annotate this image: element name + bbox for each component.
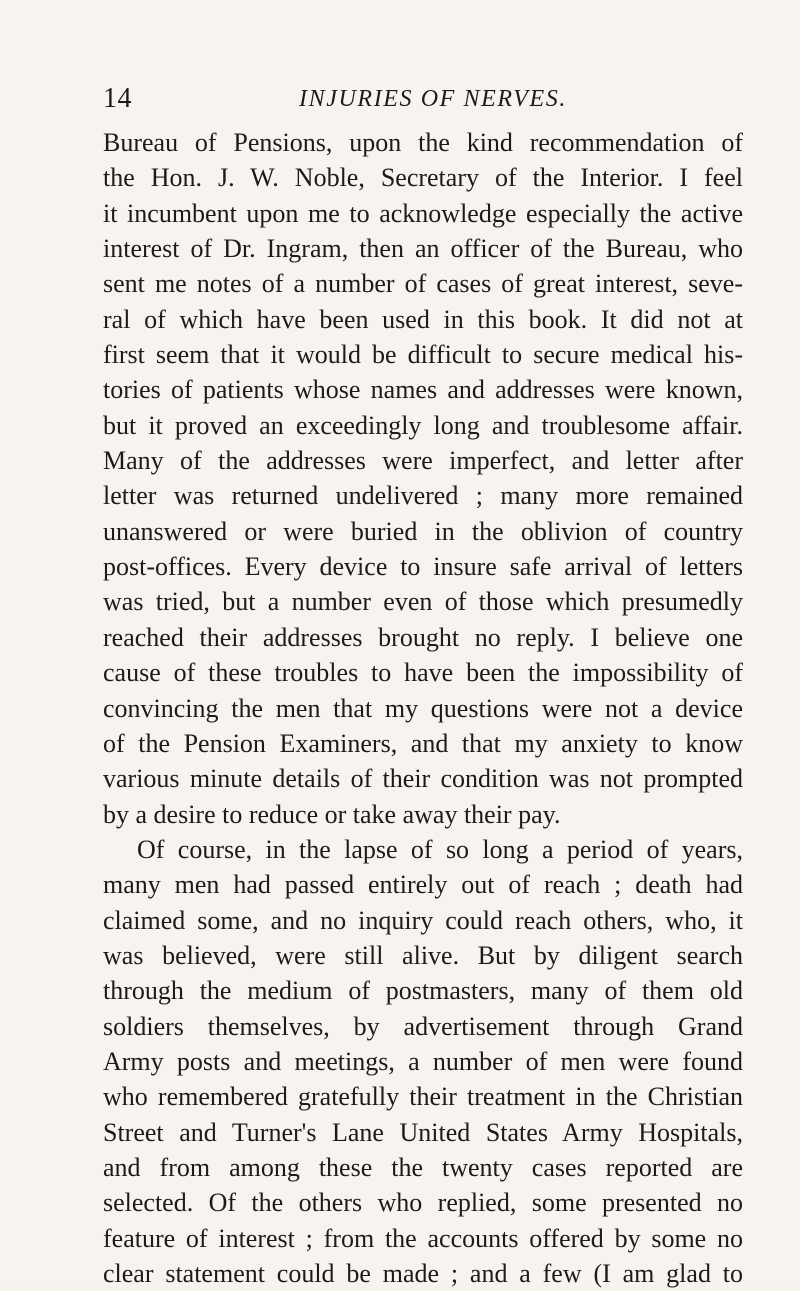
text-line: sent me notes of a number of cases of great interest, seve- <box>103 269 743 299</box>
text-line: various minute details of their condition was not prompted <box>103 764 743 794</box>
text-line: tories of patients whose names and addresses were known, <box>103 375 743 405</box>
text-line: who remembered gratefully their treatment in the Christian <box>103 1082 743 1112</box>
text-line: claimed some, and no inquiry could reach others, who, it <box>103 905 743 935</box>
text-line: reached their addresses brought no reply. I believe one <box>103 622 743 652</box>
page-number: 14 <box>103 83 132 114</box>
text-line: convincing the men that my questions were not a device <box>103 693 743 723</box>
text-line: clear statement could be made ; and a few (I am glad to <box>103 1259 743 1288</box>
text-line: cause of these troubles to have been the impossibility of <box>103 658 743 688</box>
text-line: interest of Dr. Ingram, then an officer of the Bureau, who <box>103 234 743 264</box>
text-line: but it proved an exceedingly long and troublesome affair. <box>103 410 743 440</box>
text-line: was believed, were still alive. But by diligent search <box>103 940 743 970</box>
text-line: Bureau of Pensions, upon the kind recommendation of <box>103 128 743 157</box>
body-text <box>103 125 743 1291</box>
text-line: unanswered or were buried in the oblivion of country <box>103 516 743 546</box>
paragraph-end-line: by a desire to reduce or take away their pay. <box>103 799 561 829</box>
text-line: through the medium of postmasters, many of them old <box>103 976 743 1006</box>
text-line: and from among these the twenty cases reported are <box>103 1152 743 1182</box>
text-line: of the Pension Examiners, and that my anxiety to know <box>103 728 743 758</box>
text-line: ral of which have been used in this book. It did not at <box>103 304 743 334</box>
text-line: letter was returned undelivered ; many more remained <box>103 481 743 511</box>
text-line: many men had passed entirely out of reach ; death had <box>103 870 743 900</box>
text-line: selected. Of the others who replied, some presented no <box>103 1188 743 1218</box>
text-line: Army posts and meetings, a number of men were found <box>103 1046 743 1076</box>
text-line: the Hon. J. W. Noble, Secretary of the Interior. I feel <box>103 163 743 193</box>
page-header <box>103 84 723 114</box>
text-line: Street and Turner's Lane United States Army Hospitals, <box>103 1117 743 1147</box>
text-line: feature of interest ; from the accounts offered by some no <box>103 1223 743 1253</box>
text-line: soldiers themselves, by advertisement through Grand <box>103 1011 743 1041</box>
text-line: post-offices. Every device to insure safe arrival of letters <box>103 552 743 582</box>
running-head: INJURIES OF NERVES. <box>299 86 567 112</box>
text-line: it incumbent upon me to acknowledge especially the active <box>103 198 743 228</box>
text-line: was tried, but a number even of those which presumedly <box>103 587 743 617</box>
paragraph-start-line: Of course, in the lapse of so long a period of years, <box>137 834 743 864</box>
text-line: first seem that it would be difficult to secure medical his- <box>103 340 743 370</box>
text-line: Many of the addresses were imperfect, and letter after <box>103 446 743 476</box>
